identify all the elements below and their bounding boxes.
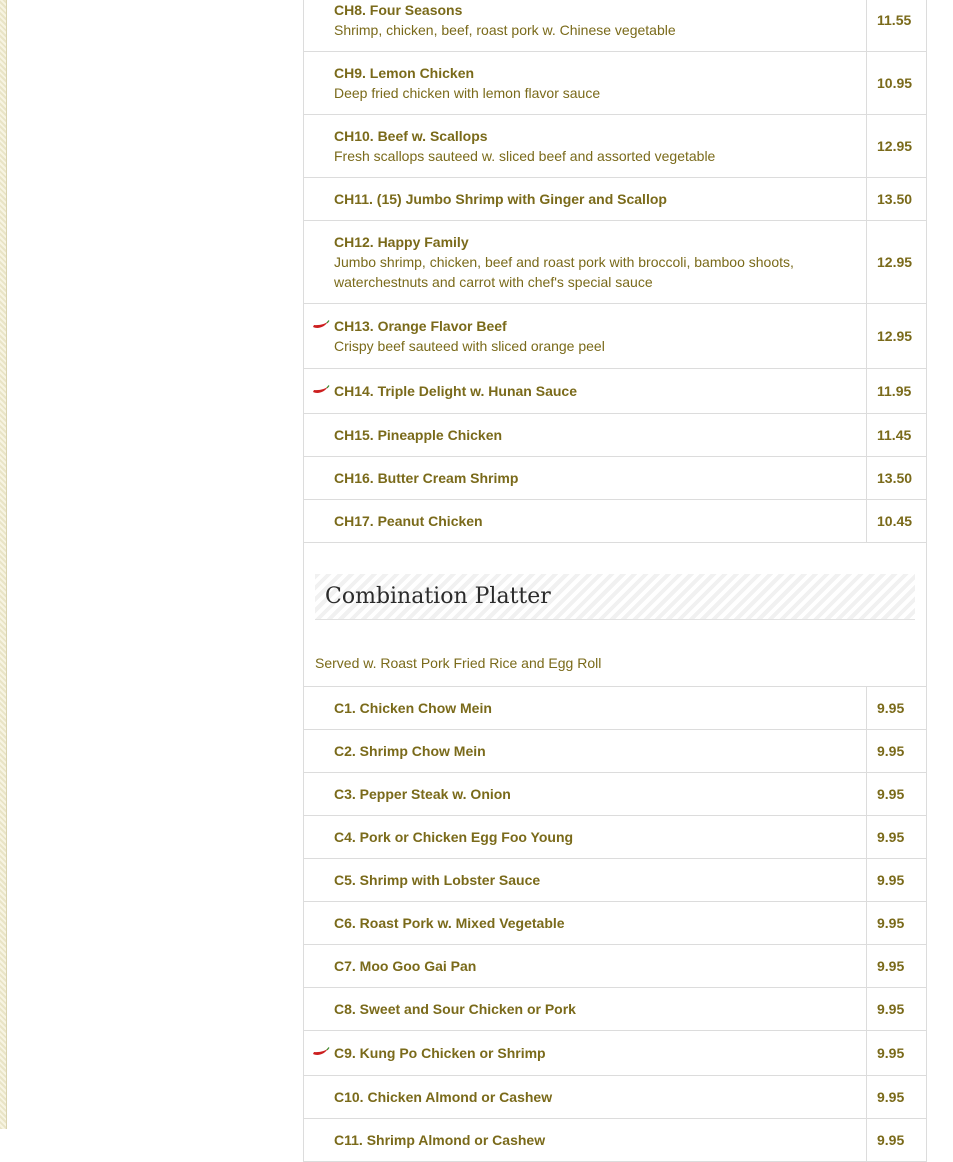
menu-item-row[interactable] [304,414,926,457]
menu-item-name: CH10. Beef w. Scallops [334,128,488,144]
menu-item-description: Shrimp, chicken, beef, roast pork w. Chinese vegetable [334,21,676,38]
menu-item-name: CH17. Peanut Chicken [334,513,483,529]
menu-item-row[interactable] [304,115,926,178]
menu-item-row[interactable] [304,730,926,773]
menu-item-info [304,221,867,303]
menu-list [303,0,927,1162]
menu-item-name: C7. Moo Goo Gai Pan [334,958,477,974]
menu-item-name: C4. Pork or Chicken Egg Foo Young [334,829,574,845]
menu-item-row[interactable] [304,773,926,816]
menu-item-info [304,0,867,51]
menu-item-row[interactable] [304,988,926,1031]
menu-item-price: 9.95 [877,1089,905,1105]
menu-item-price: 11.95 [877,383,912,399]
menu-item-name: C9. Kung Po Chicken or Shrimp [334,1045,546,1061]
section-header [315,574,915,620]
menu-item-row[interactable] [304,52,926,115]
menu-item-name: C10. Chicken Almond or Cashew [334,1089,553,1105]
menu-item-name: CH12. Happy Family [334,234,469,250]
menu-item-row[interactable] [304,816,926,859]
menu-item-name: C2. Shrimp Chow Mein [334,743,486,759]
menu-item-info [304,52,867,114]
menu-item-name: CH14. Triple Delight w. Hunan Sauce [334,383,577,399]
combination-list [304,687,926,1162]
menu-item-name: CH11. (15) Jumbo Shrimp with Ginger and Scallop [334,191,667,207]
section-note: Served w. Roast Pork Fried Rice and Egg Roll [315,655,602,671]
hot-pepper-icon [312,317,330,327]
menu-item-name: CH16. Butter Cream Shrimp [334,470,519,486]
menu-item-info [304,988,867,1030]
menu-item-description: Jumbo shrimp, chicken, beef and roast pork with broccoli, bamboo shoots, waterchestnuts and carrot with chef's special sauce [334,254,794,290]
menu-item-price: 9.95 [877,786,905,802]
menu-item-row[interactable] [304,1119,926,1162]
menu-item-price: 10.95 [877,75,913,91]
decorative-left-border [0,0,7,1129]
menu-item-info [304,304,867,368]
menu-item-description: Crispy beef sauteed with sliced orange peel [334,338,605,354]
menu-item-price: 9.95 [877,743,905,759]
menu-item-price: 12.95 [877,328,913,344]
section-title: Combination Platter [325,584,551,609]
menu-item-info [304,773,867,815]
menu-item-info [304,945,867,987]
chef-specials-list [304,0,926,543]
menu-item-row[interactable] [304,687,926,730]
menu-item-info [304,115,867,177]
menu-item-price: 9.95 [877,958,905,974]
menu-item-row[interactable] [304,945,926,988]
menu-item-row[interactable] [304,178,926,221]
menu-item-name: C1. Chicken Chow Mein [334,700,492,716]
menu-item-row[interactable] [304,859,926,902]
menu-item-price: 9.95 [877,1001,905,1017]
menu-item-name: CH8. Four Seasons [334,1,463,18]
menu-item-price: 13.50 [877,470,913,486]
menu-item-price: 9.95 [877,829,905,845]
menu-item-info [304,902,867,944]
menu-item-row[interactable] [304,0,926,52]
menu-item-price: 10.45 [877,513,913,529]
menu-item-name: CH13. Orange Flavor Beef [334,318,507,334]
menu-item-info [304,178,867,220]
menu-item-row[interactable] [304,369,926,414]
menu-item-info [304,859,867,901]
menu-item-info [304,687,867,729]
hot-pepper-icon [312,1044,330,1054]
menu-item-name: C11. Shrimp Almond or Cashew [334,1132,546,1148]
menu-item-name: CH9. Lemon Chicken [334,65,475,81]
menu-item-price: 13.50 [877,191,913,207]
menu-item-row[interactable] [304,1031,926,1076]
menu-item-name: C6. Roast Pork w. Mixed Vegetable [334,915,565,931]
menu-item-info [304,1031,867,1075]
menu-item-price: 11.45 [877,427,912,443]
menu-item-info [304,1119,867,1161]
menu-item-price: 9.95 [877,872,905,888]
menu-item-row[interactable] [304,304,926,369]
menu-item-row[interactable] [304,902,926,945]
hot-pepper-icon [312,382,330,392]
menu-item-price: 9.95 [877,1132,905,1148]
menu-item-price: 12.95 [877,138,913,154]
combination-section [304,574,926,687]
menu-item-price: 9.95 [877,915,905,931]
menu-item-price: 9.95 [877,700,905,716]
menu-item-price: 12.95 [877,254,913,270]
menu-item-description: Deep fried chicken with lemon flavor sauce [334,85,601,101]
menu-item-info [304,414,867,456]
menu-item-price: 11.55 [877,11,912,28]
menu-item-name: CH15. Pineapple Chicken [334,427,503,443]
menu-item-row[interactable] [304,457,926,500]
menu-item-row[interactable] [304,221,926,304]
menu-item-info [304,816,867,858]
menu-item-name: C5. Shrimp with Lobster Sauce [334,872,541,888]
menu-item-description: Fresh scallops sauteed w. sliced beef and assorted vegetable [334,148,716,164]
menu-item-row[interactable] [304,500,926,543]
menu-item-name: C8. Sweet and Sour Chicken or Pork [334,1001,576,1017]
menu-item-info [304,369,867,413]
menu-item-row[interactable] [304,1076,926,1119]
menu-item-info [304,457,867,499]
menu-item-info [304,500,867,542]
menu-item-info [304,730,867,772]
menu-item-info [304,1076,867,1118]
menu-item-name: C3. Pepper Steak w. Onion [334,786,511,802]
menu-item-price: 9.95 [877,1045,905,1061]
